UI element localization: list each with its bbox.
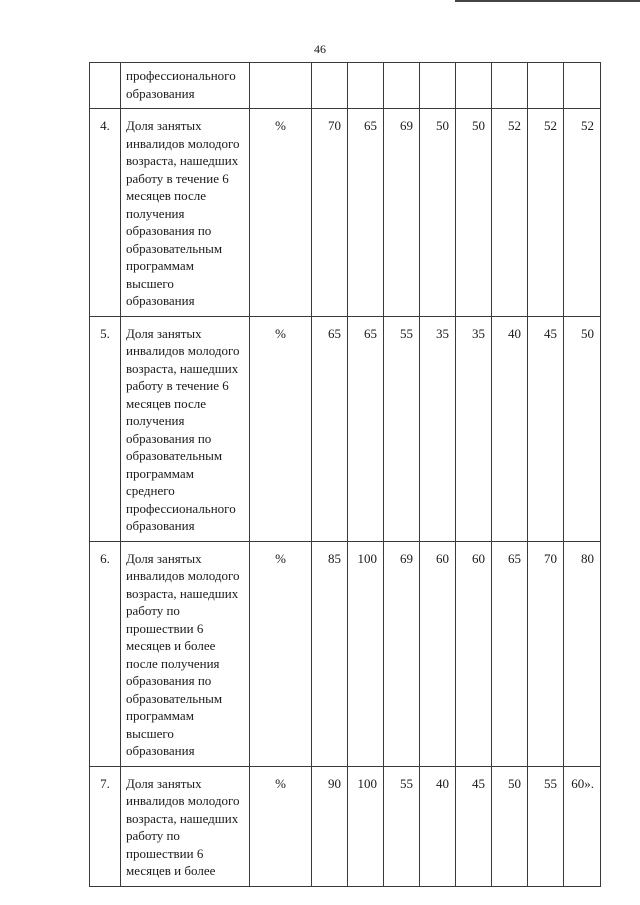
- unit-cell: %: [250, 541, 312, 766]
- indicator-table: [89, 62, 601, 887]
- value-cell: 45: [528, 316, 564, 541]
- value-cell: [348, 63, 384, 109]
- table-row: [90, 541, 601, 766]
- value-cell: 70: [312, 109, 348, 317]
- value-cell: 40: [420, 766, 456, 886]
- indicator-name: Доля занятых инвалидов молодого возраста, нашедших работу в течение 6 месяцев после получения образования по образовательным программам среднего профессионального образования: [121, 316, 250, 541]
- unit-cell: %: [250, 766, 312, 886]
- table-row: [90, 766, 601, 886]
- indicator-name: профессионального образования: [121, 63, 250, 109]
- value-cell: 55: [528, 766, 564, 886]
- value-cell: 60».: [564, 766, 601, 886]
- indicator-name: Доля занятых инвалидов молодого возраста, нашедших работу по прошествии 6 месяцев и более после получения образования по образовательным программам высшего образования: [121, 541, 250, 766]
- unit-cell: [250, 63, 312, 109]
- value-cell: 65: [492, 541, 528, 766]
- value-cell: 50: [492, 766, 528, 886]
- table-row: [90, 316, 601, 541]
- row-number: 6.: [90, 541, 121, 766]
- value-cell: 55: [384, 316, 420, 541]
- value-cell: 85: [312, 541, 348, 766]
- value-cell: 45: [456, 766, 492, 886]
- value-cell: 40: [492, 316, 528, 541]
- page-number: 46: [314, 42, 326, 56]
- value-cell: [564, 63, 601, 109]
- value-cell: [312, 63, 348, 109]
- value-cell: 35: [456, 316, 492, 541]
- value-cell: 52: [492, 109, 528, 317]
- row-number: 5.: [90, 316, 121, 541]
- value-cell: 60: [456, 541, 492, 766]
- value-cell: [420, 63, 456, 109]
- value-cell: 50: [456, 109, 492, 317]
- value-cell: 69: [384, 541, 420, 766]
- value-cell: 100: [348, 541, 384, 766]
- indicator-name: Доля занятых инвалидов молодого возраста, нашедших работу в течение 6 месяцев после получения образования по образовательным программам высшего образования: [121, 109, 250, 317]
- value-cell: 65: [348, 109, 384, 317]
- table-row: [90, 63, 601, 109]
- value-cell: 52: [564, 109, 601, 317]
- value-cell: 52: [528, 109, 564, 317]
- value-cell: 90: [312, 766, 348, 886]
- value-cell: 80: [564, 541, 601, 766]
- value-cell: [492, 63, 528, 109]
- indicator-name: Доля занятых инвалидов молодого возраста, нашедших работу по прошествии 6 месяцев и более: [121, 766, 250, 886]
- unit-cell: %: [250, 316, 312, 541]
- value-cell: 50: [564, 316, 601, 541]
- value-cell: [456, 63, 492, 109]
- top-rule: [455, 0, 640, 2]
- value-cell: 70: [528, 541, 564, 766]
- value-cell: 65: [348, 316, 384, 541]
- unit-cell: %: [250, 109, 312, 317]
- value-cell: 60: [420, 541, 456, 766]
- value-cell: [528, 63, 564, 109]
- row-number: [90, 63, 121, 109]
- value-cell: 50: [420, 109, 456, 317]
- value-cell: 69: [384, 109, 420, 317]
- value-cell: 100: [348, 766, 384, 886]
- table-row: [90, 109, 601, 317]
- value-cell: 55: [384, 766, 420, 886]
- value-cell: [384, 63, 420, 109]
- row-number: 7.: [90, 766, 121, 886]
- value-cell: 65: [312, 316, 348, 541]
- row-number: 4.: [90, 109, 121, 317]
- value-cell: 35: [420, 316, 456, 541]
